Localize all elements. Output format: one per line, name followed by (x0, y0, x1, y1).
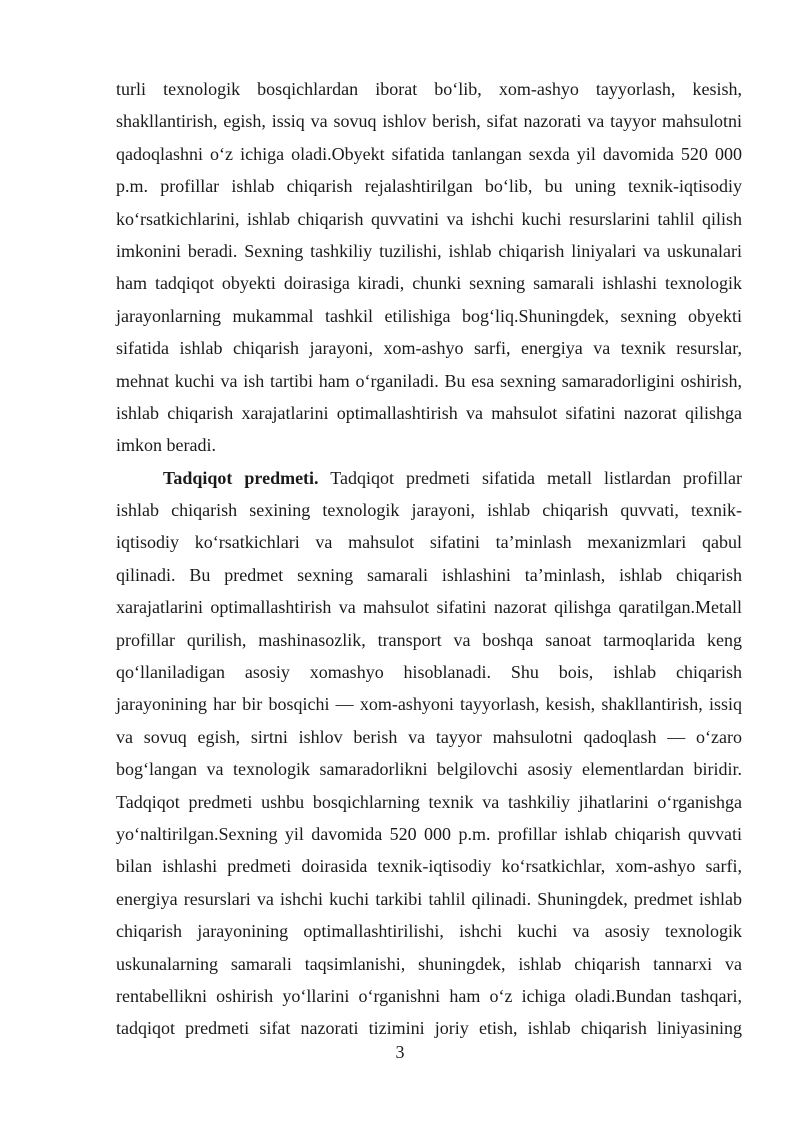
text-line: profillar qurilish, mashinasozlik, transport va boshqa sanoat tarmoqlarida keng (116, 629, 742, 650)
text-line: sifatida ishlab chiqarish jarayoni, xom-ashyo sarfi, energiya va texnik resurslar, (116, 338, 742, 359)
text-run: Tadqiqot predmeti sifatida metall listlardan profillar (318, 467, 742, 488)
text-line: uskunalarning samarali taqsimlanishi, shuningdek, ishlab chiqarish tannarxi va (116, 953, 742, 974)
paragraph-subject (116, 462, 742, 1045)
text-line: ham tadqiqot obyekti doirasiga kiradi, chunki sexning samarali ishlashi texnologik (116, 273, 742, 294)
text-line: tadqiqot predmeti sifat nazorati tizimini joriy etish, ishlab chiqarish liniyasining (116, 1018, 742, 1039)
text-line: energiya resurslari va ishchi kuchi tarkibi tahlil qilinadi. Shuningdek, predmet ishlab (116, 888, 742, 909)
paragraph-object (116, 73, 742, 462)
text-line: p.m. profillar ishlab chiqarish rejalashtirilgan bo‘lib, bu uning texnik-iqtisodiy (116, 176, 742, 197)
text-line: ishlab chiqarish sexining texnologik jarayoni, ishlab chiqarish quvvati, texnik- (116, 500, 742, 521)
text-line: bilan ishlashi predmeti doirasida texnik-iqtisodiy ko‘rsatkichlar, xom-ashyo sarfi, (116, 856, 742, 877)
text-line: qadoqlashni o‘z ichiga oladi.Obyekt sifatida tanlangan sexda yil davomida 520 000 (116, 143, 742, 164)
text-line: yo‘naltirilgan.Sexning yil davomida 520 000 p.m. profillar ishlab chiqarish quvvati (116, 823, 742, 844)
text-line: jarayonlarning mukammal tashkil etilishiga bog‘liq.Shuningdek, sexning obyekti (116, 305, 742, 326)
text-line: qilinadi. Bu predmet sexning samarali ishlashini ta’minlash, ishlab chiqarish (116, 564, 742, 585)
text-line: jarayonining har bir bosqichi — xom-ashyoni tayyorlash, kesish, shakllantirish, issiq (116, 694, 742, 715)
page-number: 3 (395, 1042, 405, 1062)
text-line: bog‘langan va texnologik samaradorlikni belgilovchi asosiy elementlardan biridir. (116, 759, 742, 780)
text-line: imkon beradi. (116, 435, 216, 456)
text-line: xarajatlarini optimallashtirish va mahsulot sifatini nazorat qilishga qaratilgan.Metall (116, 597, 742, 618)
document-page (116, 73, 742, 1045)
text-line: ishlab chiqarish xarajatlarini optimallashtirish va mahsulot sifatini nazorat qilishga (116, 402, 742, 423)
text-line: turli texnologik bosqichlardan iborat bo‘lib, xom-ashyo tayyorlash, kesish, (116, 79, 742, 99)
text-line: va sovuq egish, sirtni ishlov berish va tayyor mahsulotni qadoqlash — o‘zaro (116, 726, 742, 747)
section-heading: Tadqiqot predmeti. (163, 467, 319, 488)
text-line: shakllantirish, egish, issiq va sovuq ishlov berish, sifat nazorati va tayyor mahsulotni (116, 111, 742, 132)
paragraph-first-line (116, 462, 742, 494)
text-line: rentabellikni oshirish yo‘llarini o‘rganishni ham o‘z ichiga oladi.Bundan tashqari, (116, 985, 742, 1006)
text-line: imkonini beradi. Sexning tashkiliy tuzilishi, ishlab chiqarish liniyalari va uskunalari (116, 240, 742, 261)
text-line: mehnat kuchi va ish tartibi ham o‘rganiladi. Bu esa sexning samaradorligini oshirish, (116, 370, 742, 391)
text-line: ko‘rsatkichlarini, ishlab chiqarish quvvatini va ishchi kuchi resurslarini tahlil qilish (116, 208, 742, 229)
text-line: qo‘llaniladigan asosiy xomashyo hisoblanadi. Shu bois, ishlab chiqarish (116, 662, 742, 683)
text-line: chiqarish jarayonining optimallashtirilishi, ishchi kuchi va asosiy texnologik (116, 921, 742, 942)
text-line: iqtisodiy ko‘rsatkichlari va mahsulot sifatini ta’minlash mexanizmlari qabul (116, 532, 742, 553)
text-line: Tadqiqot predmeti ushbu bosqichlarning texnik va tashkiliy jihatlarini o‘rganishga (116, 791, 742, 812)
